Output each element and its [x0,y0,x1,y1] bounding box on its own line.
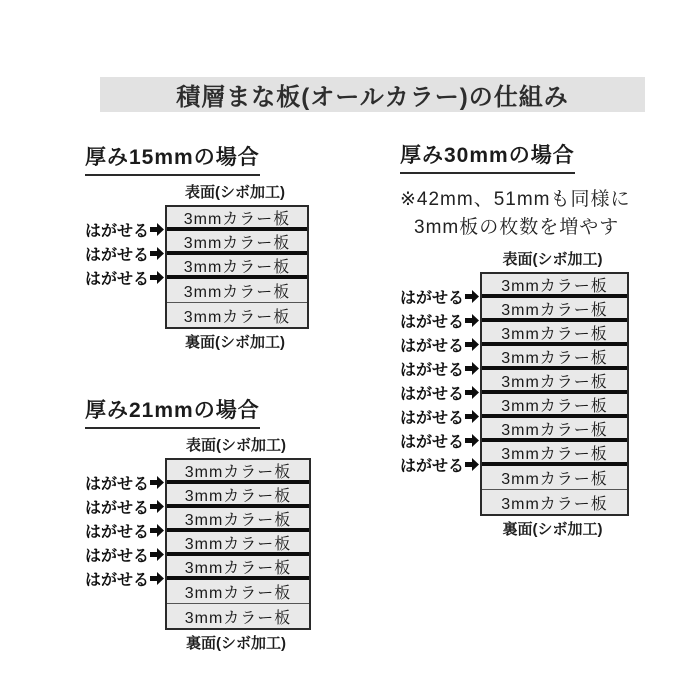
peel-label [400,452,479,476]
right-arrow-icon [150,524,164,537]
section-heading-15mm: 厚み15mmの場合 [85,141,260,176]
right-arrow-icon [150,572,164,585]
peel-text: はがせる [84,270,149,288]
layer-board: 3mmカラー板 [167,460,309,484]
peel-text: はがせる [399,457,464,475]
peel-text: はがせる [399,289,464,307]
back-face-label: 裏面(シボ加工) [186,635,286,652]
peel-text: はがせる [84,246,149,264]
layer-board: 3mmカラー板 [167,231,307,255]
layer-board: 3mmカラー板 [482,394,627,418]
back-face-label: 裏面(シボ加工) [502,521,603,538]
peel-text: はがせる [84,547,149,565]
right-arrow-icon [465,290,479,303]
layer-board: 3mmカラー板 [482,442,627,466]
layer-board: 3mmカラー板 [482,346,627,370]
peel-label [85,542,164,566]
peel-label [400,428,479,452]
peel-label [85,241,164,265]
right-arrow-icon [150,223,164,236]
layer-board: 3mmカラー板 [167,255,307,279]
layer-board: 3mmカラー板 [167,532,309,556]
peel-label [400,380,479,404]
peel-label [85,265,164,289]
right-arrow-icon [465,410,479,423]
layer-board: 3mmカラー板 [482,370,627,394]
layer-board: 3mmカラー板 [482,274,627,298]
layer-board: 3mmカラー板 [482,490,627,514]
peel-text: はがせる [399,433,464,451]
stack-area [400,272,625,516]
layer-board: 3mmカラー板 [167,556,309,580]
right-arrow-icon [150,500,164,513]
layer-board: 3mmカラー板 [167,303,307,327]
peel-text: はがせる [84,475,149,493]
right-arrow-icon [150,271,164,284]
peel-label [400,284,479,308]
peel-label [85,494,164,518]
right-arrow-icon [150,548,164,561]
diagram-30mm [400,250,625,540]
title-band [100,77,645,112]
peel-label [400,404,479,428]
layer-board: 3mmカラー板 [482,298,627,322]
layer-board: 3mmカラー板 [167,484,309,508]
diagram-15mm [85,183,305,353]
layer-board: 3mmカラー板 [482,466,627,490]
layer-board: 3mmカラー板 [167,207,307,231]
peel-text: はがせる [84,499,149,517]
peel-text: はがせる [84,222,149,240]
peel-text: はがせる [399,409,464,427]
right-arrow-icon [150,247,164,260]
diagram-21mm [85,436,307,654]
right-arrow-icon [465,314,479,327]
stack-area [85,205,305,329]
peel-label [400,356,479,380]
layer-board: 3mmカラー板 [167,604,309,628]
right-arrow-icon [465,434,479,447]
right-arrow-icon [150,476,164,489]
page-title: 積層まな板(オールカラー)の仕組み [176,84,569,111]
section-heading-30mm: 厚み30mmの場合 [400,139,575,174]
peel-text: はがせる [84,571,149,589]
layer-stack [165,205,309,329]
peel-label [85,518,164,542]
peel-label [400,332,479,356]
section-heading-21mm: 厚み21mmの場合 [85,394,260,429]
front-face-label: 表面(シボ加工) [185,184,285,201]
peel-label [400,308,479,332]
layer-board: 3mmカラー板 [167,279,307,303]
note-line-2: 3mm板の枚数を増やす [414,217,620,238]
peel-text: はがせる [399,361,464,379]
peel-text: はがせる [399,313,464,331]
peel-label [85,217,164,241]
front-face-label: 表面(シボ加工) [502,251,603,268]
right-arrow-icon [465,386,479,399]
front-face-label: 表面(シボ加工) [186,437,286,454]
peel-text: はがせる [84,523,149,541]
right-arrow-icon [465,458,479,471]
note-line-1: ※42mm、51mmも同様に [400,189,631,210]
layer-board: 3mmカラー板 [167,580,309,604]
right-arrow-icon [465,362,479,375]
peel-text: はがせる [399,385,464,403]
peel-text: はがせる [399,337,464,355]
back-face-label: 裏面(シボ加工) [185,334,285,351]
peel-label [85,566,164,590]
right-arrow-icon [465,338,479,351]
layer-board: 3mmカラー板 [482,322,627,346]
layer-board: 3mmカラー板 [167,508,309,532]
layer-stack [480,272,629,516]
layer-stack [165,458,311,630]
peel-label [85,470,164,494]
layer-board: 3mmカラー板 [482,418,627,442]
stack-area [85,458,307,630]
